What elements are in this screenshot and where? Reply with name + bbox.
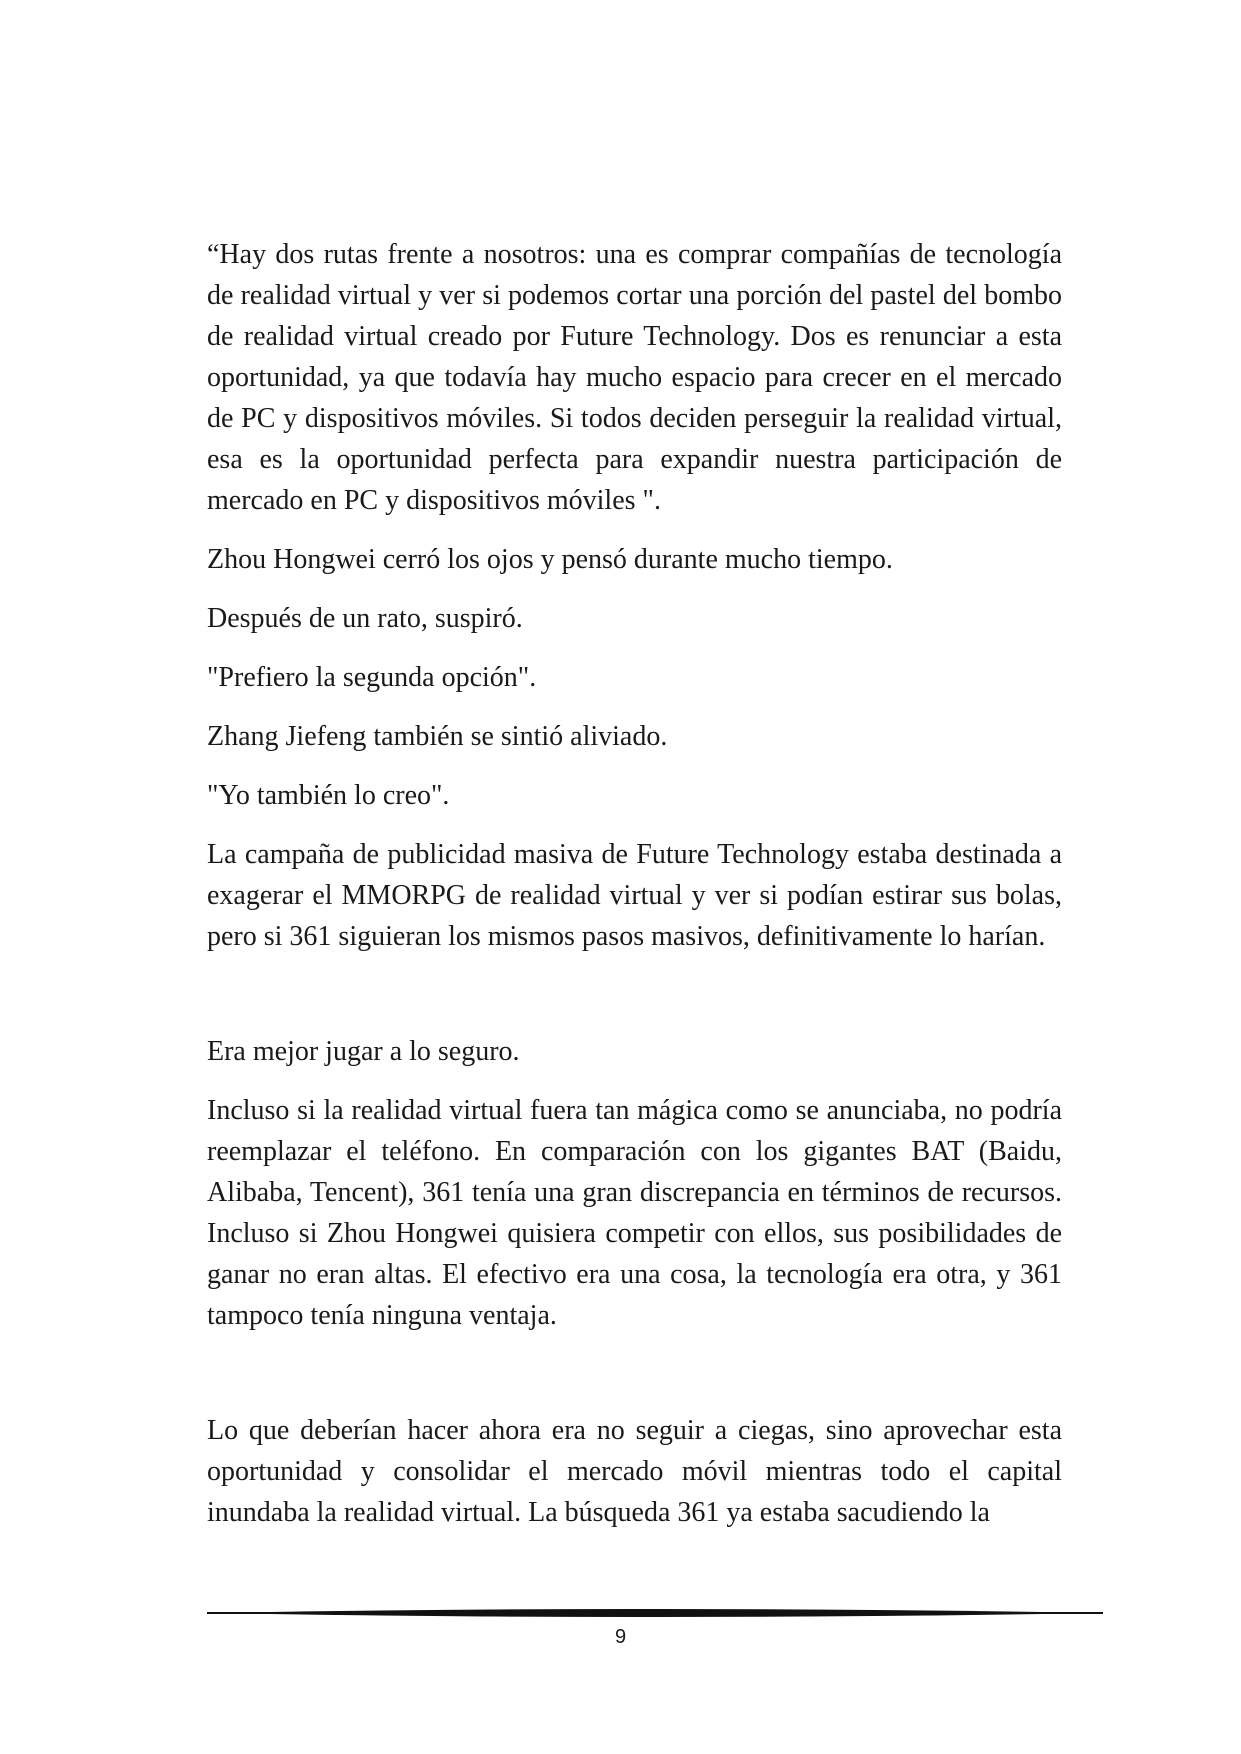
paragraph-2: Zhou Hongwei cerró los ojos y pensó durante mucho tiempo. (207, 544, 893, 575)
page-number: 9 (614, 1626, 627, 1648)
paragraph-7: La campaña de publicidad masiva de Future Technology estaba destinada a exagerar el MMORPG de realidad virtual y ver si podían estirar sus bolas, pero si 361 siguieran los mismos pasos masivos, definitivamente lo harían. (207, 839, 1062, 952)
paragraph-4: "Prefiero la segunda opción". (207, 662, 537, 693)
paragraph-5: Zhang Jiefeng también se sintió aliviado. (207, 721, 668, 752)
paragraph-10: Lo que deberían hacer ahora era no seguir a ciegas, sino aprovechar esta oportunidad y consolidar el mercado móvil mientras todo el capital inundaba la realidad virtual. La búsqueda 361 ya estaba sacudiendo la (207, 1415, 1062, 1528)
paragraph-1: “Hay dos rutas frente a nosotros: una es comprar compañías de tecnología de realidad virtual y ver si podemos cortar una porción del pastel del bombo de realidad virtual creado por Future Technology. Dos es renunciar a esta oportunidad, ya que todavía hay mucho espacio para crecer en el mercado de PC y dispositivos móviles. Si todos deciden perseguir la realidad virtual, esa es la oportunidad perfecta para expandir nuestra participación de mercado en PC y dispositivos móviles ". (207, 239, 1062, 516)
footer-divider (207, 1606, 1103, 1620)
paragraph-3: Después de un rato, suspiró. (207, 603, 523, 634)
body-text (207, 234, 1062, 1551)
paragraph-6: "Yo también lo creo". (207, 780, 450, 811)
paragraph-9: Incluso si la realidad virtual fuera tan mágica como se anunciaba, no podría reemplazar el teléfono. En comparación con los gigantes BAT (Baidu, Alibaba, Tencent), 361 tenía una gran discrepancia en términos de recursos. Incluso si Zhou Hongwei quisiera competir con ellos, sus posibilidades de ganar no eran altas. El efectivo era una cosa, la tecnología era otra, y 361 tampoco tenía ninguna ventaja. (207, 1095, 1062, 1331)
paragraph-8: Era mejor jugar a lo seguro. (207, 1036, 520, 1067)
